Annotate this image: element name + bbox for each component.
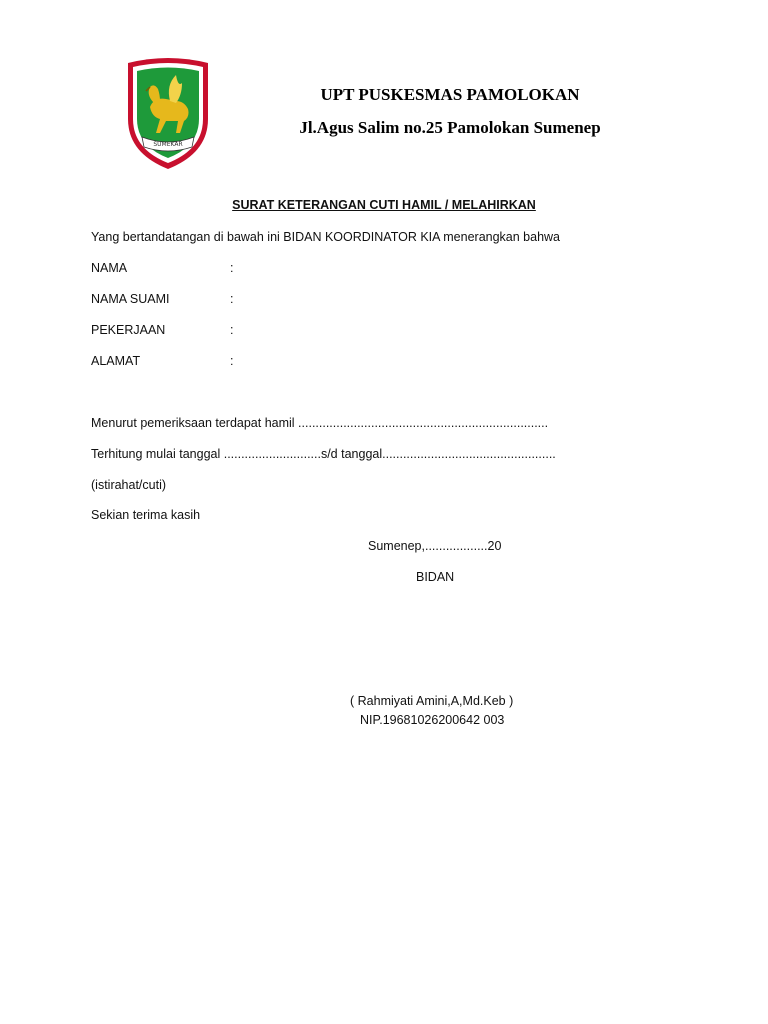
institution-address: Jl.Agus Salim no.25 Pamolokan Sumenep [299, 118, 601, 137]
document-title: SURAT KETERANGAN CUTI HAMIL / MELAHIRKAN [232, 198, 536, 212]
field-label-pekerjaan: PEKERJAAN [91, 323, 166, 337]
field-label-nama-suami: NAMA SUAMI [91, 292, 170, 306]
signer-nip: NIP.19681026200642 003 [360, 713, 505, 727]
pregnancy-line: Menurut pemeriksaan terdapat hamil ........................................................................ [91, 416, 549, 430]
institution-name: UPT PUSKESMAS PAMOLOKAN [320, 85, 580, 104]
signer-name: ( Rahmiyati Amini,A,Md.Keb ) [350, 694, 514, 708]
intro-text: Yang bertandatangan di bawah ini BIDAN KOORDINATOR KIA menerangkan bahwa [91, 230, 561, 244]
field-colon: : [230, 323, 234, 337]
field-label-nama: NAMA [91, 261, 128, 275]
field-colon: : [230, 354, 234, 368]
leave-type-line: (istirahat/cuti) [91, 478, 167, 492]
field-colon: : [230, 292, 234, 306]
field-colon: : [230, 261, 234, 275]
place-date: Sumenep,..................20 [368, 539, 502, 553]
date-range-line: Terhitung mulai tanggal ............................s/d tanggal.................................................. [91, 447, 556, 461]
logo-ribbon-text: SUMEKAR [153, 141, 183, 148]
closing-text: Sekian terima kasih [91, 508, 201, 522]
signer-role: BIDAN [416, 570, 455, 584]
field-label-alamat: ALAMAT [91, 354, 141, 368]
puskesmas-logo [120, 57, 216, 173]
